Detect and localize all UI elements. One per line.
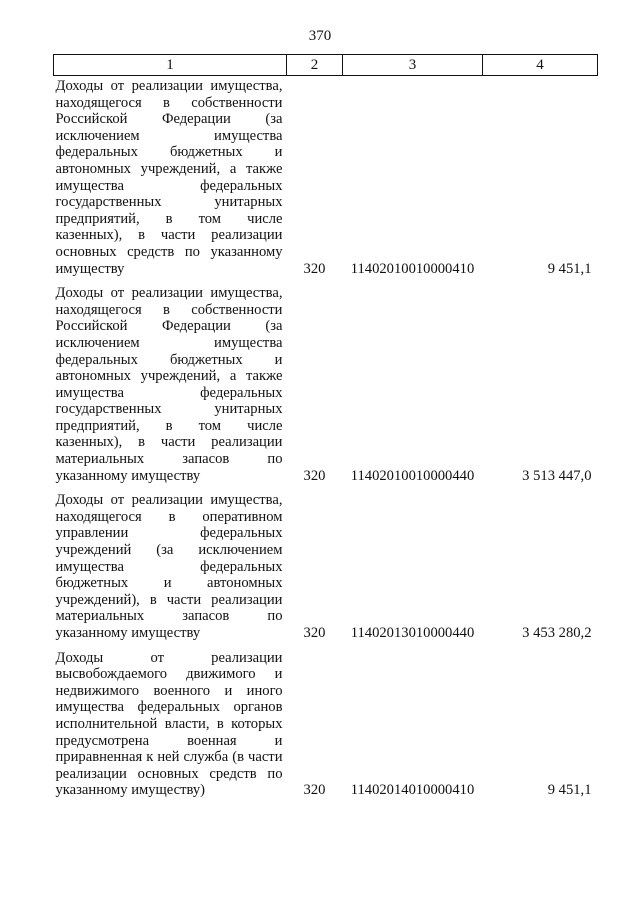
row-budget-code: 11402010010000410: [350, 260, 475, 277]
column-header-3: 3: [343, 55, 483, 76]
page-number: 370: [308, 28, 332, 44]
row-amount: 3 453 280,2: [522, 625, 592, 641]
column-header-2: 2: [287, 55, 343, 76]
table-row: [54, 492, 598, 649]
row-amount: 9 451,1: [547, 782, 592, 799]
row-admin-code: 320: [303, 782, 326, 799]
column-header-4: 4: [483, 55, 598, 76]
column-header-1: 1: [54, 55, 287, 76]
revenue-table: [53, 54, 598, 807]
row-budget-code: 11402013010000440: [350, 625, 475, 641]
row-budget-code: 11402010010000440: [350, 467, 475, 484]
row-description: Доходы от реализации имущества, находящегося в собственности Российской Федерации (за исключением имущества федеральных бюджетных и автономных учреждений, а также имущества федеральных государственных унитарных предприятий, в том числе казенных), в части реализации основных средств по указанному имуществу: [55, 78, 283, 277]
table-row: [54, 650, 598, 807]
row-admin-code: 320: [303, 260, 326, 277]
row-budget-code: 11402014010000410: [350, 782, 475, 799]
row-description: Доходы от реализации имущества, находящегося в собственности Российской Федерации (за исключением имущества федеральных бюджетных и автономных учреждений, а также имущества федеральных государственных унитарных предприятий, в том числе казенных), в части реализации материальных запасов по указанному имуществу: [55, 285, 283, 484]
table-header-row: [54, 55, 598, 76]
row-admin-code: 320: [303, 467, 326, 484]
table-row: [54, 285, 598, 492]
row-description: Доходы от реализации высвобождаемого движимого и недвижимого военного и иного имущества федеральных органов исполнительной власти, в которых предусмотрена военная и приравненная к ней служба (в части реализации основных средств по указанному имуществу): [55, 649, 283, 799]
row-amount: 3 513 447,0: [522, 467, 592, 484]
row-admin-code: 320: [303, 625, 326, 641]
row-description: Доходы от реализации имущества, находящегося в оперативном управлении федеральных учреждений (за исключением имущества федеральных бюджетных и автономных учреждений), в части реализации материальных запасов по указанному имуществу: [55, 492, 283, 641]
table-row: [54, 76, 598, 286]
row-amount: 9 451,1: [547, 260, 592, 277]
